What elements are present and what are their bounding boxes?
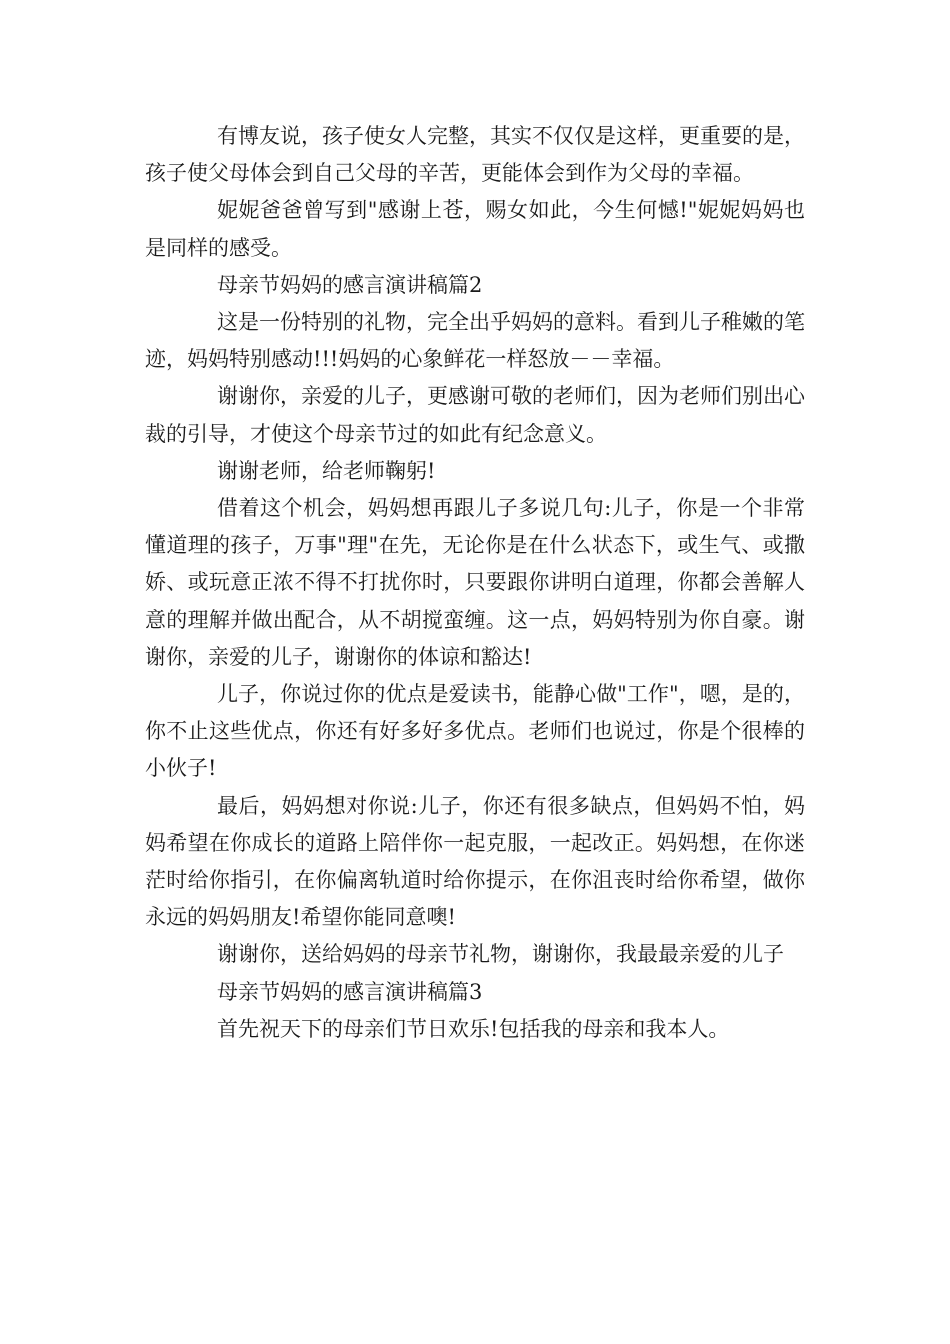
section-heading: 母亲节妈妈的感言演讲稿篇3 (217, 979, 483, 1004)
document-page (145, 118, 805, 1048)
paragraph: 首先祝天下的母亲们节日欢乐!包括我的母亲和我本人。 (217, 1016, 730, 1041)
paragraph: 最后，妈妈想对你说:儿子，你还有很多缺点，但妈妈不怕，妈妈希望在你成长的道路上陪伴你一起克服，一起改正。妈妈想，在你迷茫时给你指引，在你偏离轨道时给你提示，在你沮丧时给你希望，做你永远的妈妈朋友!希望你能同意噢! (145, 793, 805, 930)
paragraph: 谢谢你，送给妈妈的母亲节礼物，谢谢你，我最最亲爱的儿子 (217, 942, 784, 967)
paragraph: 借着这个机会，妈妈想再跟儿子多说几句:儿子，你是一个非常懂道理的孩子，万事"理"在先，无论你是在什么状态下，或生气、或撒娇、或玩意正浓不得不打扰你时，只要跟你讲明白道理，你都会善解人意的理解并做出配合，从不胡搅蛮缠。这一点，妈妈特别为你自豪。谢谢你，亲爱的儿子，谢谢你的体谅和豁达! (145, 496, 805, 669)
section-heading: 母亲节妈妈的感言演讲稿篇2 (217, 272, 483, 297)
paragraph: 这是一份特别的礼物，完全出乎妈妈的意料。看到儿子稚嫩的笔迹，妈妈特别感动!!!妈妈的心象鲜花一样怒放－－幸福。 (145, 310, 805, 372)
paragraph: 儿子，你说过你的优点是爱读书，能静心做"工作"，嗯，是的，你不止这些优点，你还有好多好多优点。老师们也说过，你是个很棒的小伙子! (145, 682, 805, 781)
paragraph: 谢谢你，亲爱的儿子，更感谢可敬的老师们，因为老师们别出心裁的引导，才使这个母亲节过的如此有纪念意义。 (145, 384, 805, 446)
paragraph: 有博友说，孩子使女人完整，其实不仅仅是这样，更重要的是，孩子使父母体会到自己父母的辛苦，更能体会到作为父母的幸福。 (145, 124, 805, 186)
paragraph: 妮妮爸爸曾写到"感谢上苍，赐女如此，今生何憾!"妮妮妈妈也是同样的感受。 (145, 198, 805, 260)
paragraph: 谢谢老师，给老师鞠躬! (217, 458, 436, 483)
